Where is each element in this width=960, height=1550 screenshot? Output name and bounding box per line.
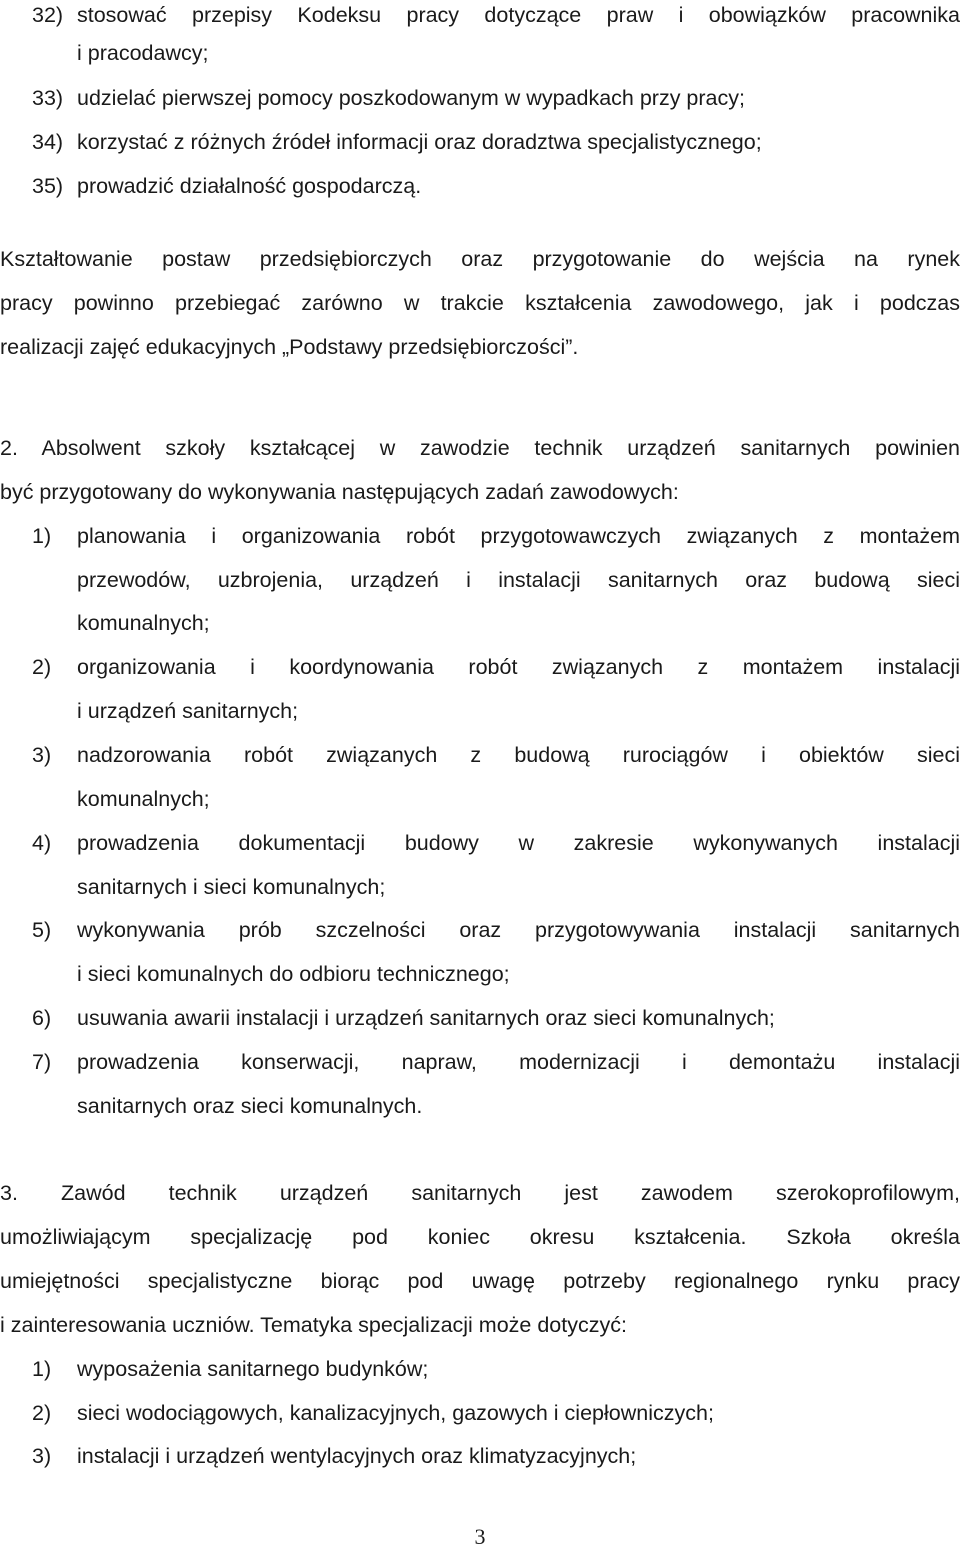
- list-item-32: [32, 0, 960, 30]
- item-text: sieci wodociągowych, kanalizacyjnych, gazowych i ciepłowniczych;: [77, 1401, 714, 1425]
- paragraph-line: realizacji zajęć edukacyjnych „Podstawy przedsiębiorczości”.: [0, 335, 579, 359]
- item-number: 1): [32, 524, 52, 548]
- item-text: wyposażenia sanitarnego budynków;: [77, 1357, 429, 1381]
- item-text: usuwania awarii instalacji i urządzeń sanitarnych oraz sieci komunalnych;: [77, 1006, 775, 1030]
- section-3-intro-line: umiejętności specjalistyczne biorąc pod uwagę potrzeby regionalnego rynku pracy: [0, 1269, 960, 1293]
- list-item-34: [32, 127, 960, 157]
- item-text: instalacji i urządzeń wentylacyjnych oraz klimatyzacyjnych;: [77, 1444, 637, 1468]
- item-continuation: i sieci komunalnych do odbioru technicznego;: [77, 962, 510, 986]
- section-3-intro-line: umożliwiającym specjalizację pod koniec okresu kształcenia. Szkoła określa: [0, 1225, 960, 1249]
- paragraph-line: Kształtowanie postaw przedsiębiorczych oraz przygotowanie do wejścia na rynek: [0, 247, 960, 271]
- section-2-intro-line: być przygotowany do wykonywania następujących zadań zawodowych:: [0, 480, 679, 504]
- section-2-intro-line: 2. Absolwent szkoły kształcącej w zawodzie technik urządzeń sanitarnych powinien: [0, 436, 960, 460]
- section-2-item-6: [32, 1003, 960, 1033]
- section-2-item-5: [32, 915, 960, 945]
- item-text: wykonywania prób szczelności oraz przygotowywania instalacji sanitarnych: [77, 918, 960, 942]
- paragraph-line: pracy powinno przebiegać zarówno w trakcie kształcenia zawodowego, jak i podczas: [0, 291, 960, 315]
- item-number: 3): [32, 743, 52, 767]
- item-text: stosować przepisy Kodeksu pracy dotyczące praw i obowiązków pracownika: [77, 3, 960, 27]
- item-continuation: komunalnych;: [77, 611, 210, 635]
- section-3-item-3: [32, 1441, 960, 1471]
- section-2-item-3: [32, 740, 960, 770]
- item-continuation: sanitarnych oraz sieci komunalnych.: [77, 1094, 423, 1118]
- item-number: 35): [32, 174, 64, 198]
- section-2-item-4: [32, 828, 960, 858]
- item-continuation: przewodów, uzbrojenia, urządzeń i instalacji sanitarnych oraz budową sieci: [77, 568, 960, 592]
- section-3-intro-line: i zainteresowania uczniów. Tematyka specjalizacji może dotyczyć:: [0, 1313, 627, 1337]
- item-number: 2): [32, 1401, 52, 1425]
- item-number: 1): [32, 1357, 52, 1381]
- item-continuation: sanitarnych i sieci komunalnych;: [77, 875, 386, 899]
- item-text: prowadzenia dokumentacji budowy w zakresie wykonywanych instalacji: [77, 831, 960, 855]
- item-number: 34): [32, 130, 64, 154]
- item-text: prowadzenia konserwacji, napraw, modernizacji i demontażu instalacji: [77, 1050, 960, 1074]
- item-text: prowadzić działalność gospodarczą.: [77, 174, 422, 198]
- section-2-item-1: [32, 521, 960, 551]
- item-number: 6): [32, 1006, 52, 1030]
- page-number: 3: [474, 1524, 486, 1549]
- item-number: 4): [32, 831, 52, 855]
- item-text: planowania i organizowania robót przygotowawczych związanych z montażem: [77, 524, 960, 548]
- list-item-35: [32, 171, 960, 201]
- item-number: 2): [32, 655, 52, 679]
- section-2-item-7: [32, 1047, 960, 1077]
- item-number: 7): [32, 1050, 52, 1074]
- list-item-33: [32, 83, 960, 113]
- section-3-item-2: [32, 1398, 960, 1428]
- item-number: 3): [32, 1444, 52, 1468]
- item-continuation: komunalnych;: [77, 787, 210, 811]
- section-3-intro-line: 3. Zawód technik urządzeń sanitarnych jest zawodem szerokoprofilowym,: [0, 1181, 960, 1205]
- item-text: nadzorowania robót związanych z budową rurociągów i obiektów sieci: [77, 743, 960, 767]
- item-number: 32): [32, 3, 64, 27]
- item-number: 33): [32, 86, 64, 110]
- item-text: udzielać pierwszej pomocy poszkodowanym w wypadkach przy pracy;: [77, 86, 745, 110]
- item-text: organizowania i koordynowania robót związanych z montażem instalacji: [77, 655, 960, 679]
- list-item-32-continuation: i pracodawcy;: [77, 41, 209, 65]
- item-continuation: i urządzeń sanitarnych;: [77, 699, 299, 723]
- item-number: 5): [32, 918, 52, 942]
- section-3-item-1: [32, 1354, 960, 1384]
- section-2-item-2: [32, 652, 960, 682]
- item-text: korzystać z różnych źródeł informacji oraz doradztwa specjalistycznego;: [77, 130, 762, 154]
